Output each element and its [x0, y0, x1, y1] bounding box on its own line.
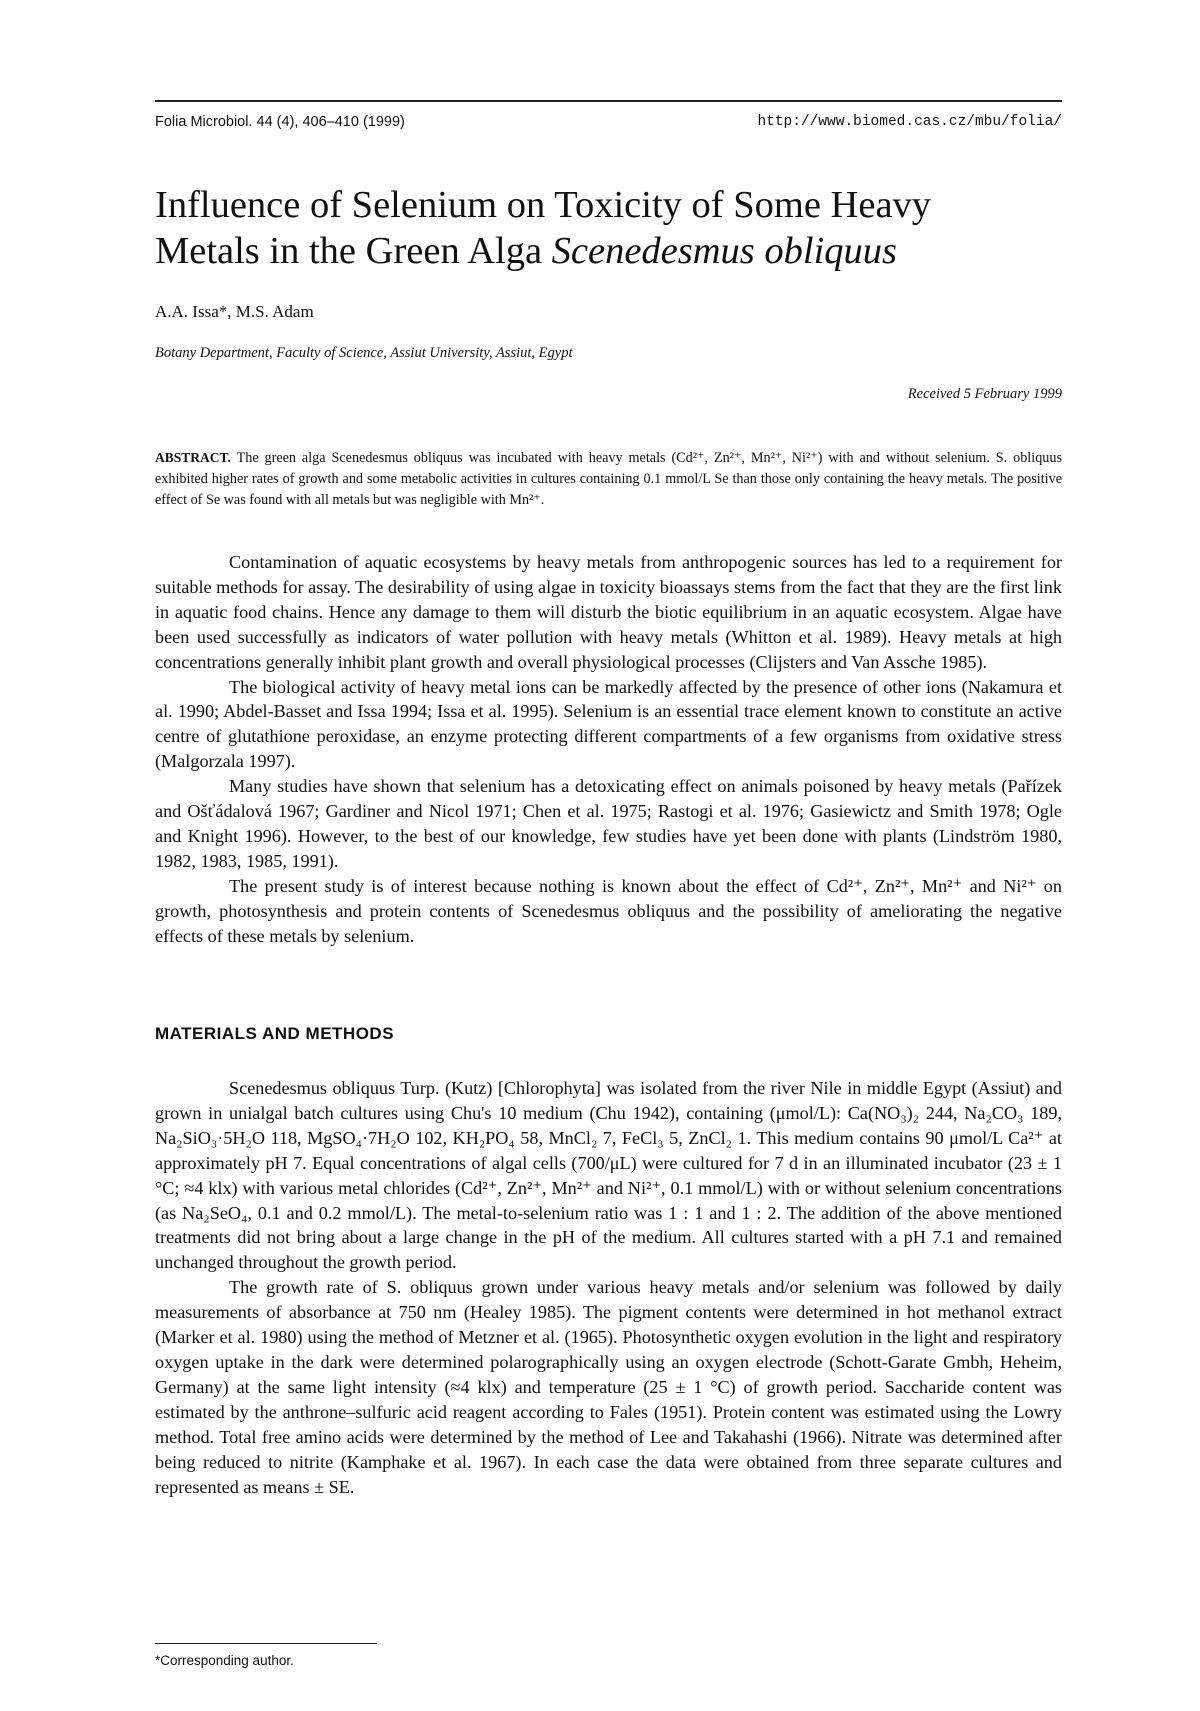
running-header	[155, 114, 1062, 136]
header-rule	[155, 100, 1062, 102]
section-heading: MATERIALS AND METHODS	[155, 1024, 395, 1043]
page-title	[155, 182, 1062, 274]
footnote-rule	[155, 1643, 377, 1644]
methods-paragraph: The growth rate of S. obliquus grown under various heavy metals and/or selenium was followed by daily measurements of absorbance at 750 nm (Healey 1985). The pigment contents were determined in hot methanol extract (Marker et al. 1980) using the method of Metzner et al. (1965). Photosynthetic oxygen evolution in the light and respiratory oxygen uptake in the dark were determined polarographically using an oxygen electrode (Schott-Garate Gmbh, Heheim, Germany) at the same light intensity (≈4 klx) and temperature (25 ± 1 °C) of growth period. Saccharide content was estimated by the anthrone–sulfuric acid reagent according to Fales (1951). Protein content was estimated using the Lowry method. Total free amino acids were determined by the method of Lee and Takahashi (1966). Nitrate was determined after being reduced to nitrite (Kamphake et al. 1967). In each case the data were obtained from three separate cultures and represented as means ± SE.	[155, 1277, 1062, 1497]
intro-paragraph: Many studies have shown that selenium has a detoxicating effect on animals poisoned by heavy metals (Pařízek and Ošťádalová 1967; Gardiner and Nicol 1971; Chen et al. 1975; Rastogi et al. 1976; Gasiewictz and Smith 1978; Ogle and Knight 1996). However, to the best of our knowledge, few studies have yet been done with plants (Lindström 1980, 1982, 1983, 1985, 1991).	[155, 776, 1062, 871]
intro-paragraph: The present study is of interest because nothing is known about the effect of Cd²⁺, Zn²⁺, Mn²⁺ and Ni²⁺ on growth, photosynthesis and protein contents of Scenedesmus obliquus and the possibility of ameliorating the negative effects of these metals by selenium.	[155, 875, 1062, 946]
title-species: Scenedesmus obliquus	[551, 230, 898, 272]
title-line-1: Influence of Selenium on Toxicity of Some Heavy	[155, 184, 932, 226]
methods-paragraph: Scenedesmus obliquus Turp. (Kutz) [Chlorophyta] was isolated from the river Nile in middle Egypt (Assiut) and grown in unialgal batch cultures using Chu's 10 medium (Chu 1942), containing (μmol/L): Ca(NO₃)₂ 244, Na₂CO₃ 189, Na₂SiO₃·5H₂O 118, MgSO₄·7H₂O 102, KH₂PO₄ 58, MnCl₂ 7, FeCl₃ 5, ZnCl₂ 1. This medium contains 90 μmol/L Ca²⁺ at approximately pH 7. Equal concentrations of algal cells (700/μL) were cultured for 7 d in an illuminated incubator (23 ± 1 °C; ≈4 klx) with various metal chlorides (Cd²⁺, Zn²⁺, Mn²⁺ and Ni²⁺, 0.1 mmol/L) with or without selenium concentrations (as Na₂SeO₄, 0.1 and 0.2 mmol/L). The metal-to-selenium ratio was 1 : 1 and 1 : 2. The addition of the above mentioned treatments did not bring about a large change in the pH of the medium. All cultures started with a pH 7.1 and remained unchanged throughout the growth period.	[155, 1078, 1062, 1273]
intro-paragraph: The biological activity of heavy metal ions can be markedly affected by the presence of other ions (Nakamura et al. 1990; Abdel-Basset and Issa 1994; Issa et al. 1995). Selenium is an essential trace element known to constitute an active centre of glutathione peroxidase, an enzyme protecting different compartments of a few organisms from oxidative stress (Malgorzala 1997).	[155, 676, 1062, 772]
methods-section	[155, 1076, 1062, 1499]
journal-url[interactable]: http://www.biomed.cas.cz/mbu/folia/	[757, 114, 1062, 130]
affiliation: Botany Department, Faculty of Science, Assiut University, Assiut, Egypt	[155, 345, 573, 361]
intro-paragraph: Contamination of aquatic ecosystems by heavy metals from anthropogenic sources has led to a requirement for suitable methods for assay. The desirability of using algae in toxicity bioassays stems from the fact that they are the first link in aquatic food chains. Hence any damage to them will disturb the biotic equilibrium in an aquatic ecosystem. Algae have been used successfully as indicators of water pollution with heavy metals (Whitton et al. 1989). Heavy metals at high concentrations generally inhibit plant growth and overall physiological processes (Clijsters and Van Assche 1985).	[155, 552, 1062, 672]
introduction	[155, 550, 1062, 949]
title-line-2	[155, 228, 1062, 274]
footnote: *Corresponding author.	[155, 1653, 294, 1668]
abstract-text: The green alga Scenedesmus obliquus was incubated with heavy metals (Cd²⁺, Zn²⁺, Mn²⁺, Ni²⁺) with and without selenium. S. obliquus exhibited higher rates of growth and some metabolic activities in cultures containing 0.1 mmol/L Se than those only containing the heavy metals. The positive effect of Se was found with all metals but was negligible with Mn²⁺.	[155, 450, 1062, 508]
journal-citation: Folia Microbiol. 44 (4), 406–410 (1999)	[155, 114, 405, 130]
received-date: Received 5 February 1999	[907, 386, 1062, 402]
title-line-2-prefix: Metals in the Green Alga	[155, 230, 552, 272]
abstract-label: ABSTRACT.	[155, 450, 231, 465]
authors: A.A. Issa*, M.S. Adam	[155, 302, 314, 321]
abstract	[155, 447, 1062, 511]
